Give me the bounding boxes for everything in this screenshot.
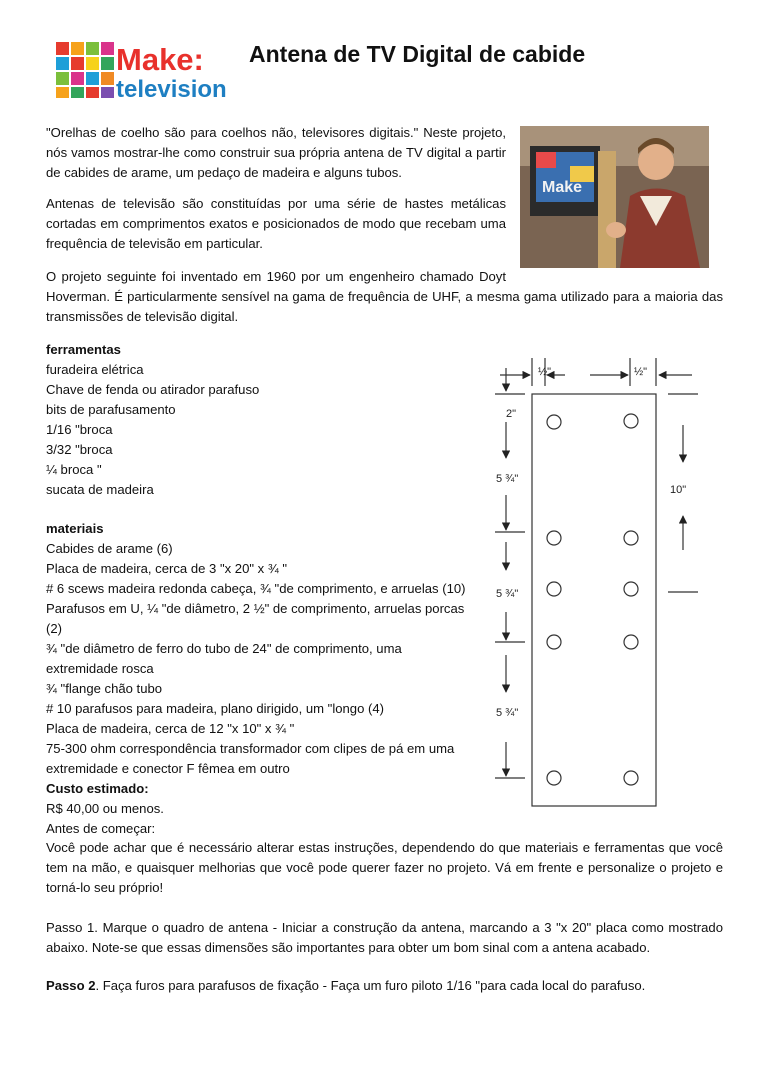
tool-item: Chave de fenda ou atirador parafuso xyxy=(46,382,260,397)
step-1: Passo 1. Marque o quadro de antena - Iniciar a construção da antena, marcando a 3 "x 20" placa como mostrado abaixo. Note-se que essas dimensões são importantes para obter um bom sinal com a antena acabado. xyxy=(46,920,723,955)
screw-holes xyxy=(547,414,638,785)
intro-paragraph-3: Hoverman. É particularmente sensível na gama de frequência de UHF, a mesma gama utilizado para a maioria das transmissões de televisão digital. xyxy=(46,289,723,324)
material-item: Parafusos em U, ¼ "de diâmetro, 2 ½" de comprimento, arruelas porcas xyxy=(46,601,465,616)
dim-top-offset: 2" xyxy=(506,408,517,420)
presenter-photo-image xyxy=(520,126,709,268)
material-item: # 10 parafusos para madeira, plano dirigido, um "longo (4) xyxy=(46,701,385,716)
screw-hole xyxy=(547,531,561,545)
wood-board xyxy=(532,394,656,806)
page-title: Antena de TV Digital de cabide xyxy=(249,41,586,67)
cost-heading: Custo estimado: xyxy=(46,781,149,796)
antenna-board-diagram xyxy=(470,350,730,810)
material-item: Cabides de arame (6) xyxy=(46,541,173,556)
dim-width: 10" xyxy=(670,484,687,496)
material-item: extremidade e conector F fêmea em outro xyxy=(46,761,290,776)
materials-section xyxy=(46,519,466,839)
step-2 xyxy=(46,976,723,996)
logo-make-text: Make: xyxy=(116,42,204,77)
tool-item: ¼ broca " xyxy=(46,462,102,477)
intro-paragraph-3-line-1: O projeto seguinte foi inventado em 1960 por um engenheiro chamado Doyt xyxy=(46,269,506,284)
tool-item: 3/32 "broca xyxy=(46,442,113,457)
screw-hole xyxy=(547,771,561,785)
tools-section xyxy=(46,340,259,500)
tool-item: sucata de madeira xyxy=(46,482,154,497)
before-text: Você pode achar que é necessário alterar estas instruções, dependendo do que materiais e ferramentas que você tem na mão, e quaisquer melhorias que você pode querer fazer no projeto. Vá em frente e personalize o projeto e torná-lo seu próprio! xyxy=(46,840,723,895)
before-heading: Antes de começar: xyxy=(46,821,156,836)
make-television-logo xyxy=(54,40,236,100)
material-item: (2) xyxy=(46,621,63,636)
material-item: # 6 scews madeira redonda cabeça, ¾ "de comprimento, e arruelas (10) xyxy=(46,581,466,596)
material-item: ¾ "de diâmetro de ferro do tubo de 24" de comprimento, uma xyxy=(46,641,402,656)
dim-half-left: ½" xyxy=(538,366,552,378)
screw-hole xyxy=(624,771,638,785)
material-item: ¾ "flange chão tubo xyxy=(46,681,163,696)
tool-item: bits de parafusamento xyxy=(46,402,176,417)
tool-item: 1/16 "broca xyxy=(46,422,113,437)
dim-gap-1: 5 ¾" xyxy=(496,473,519,485)
intro-paragraph-1: "Orelhas de coelho são para coelhos não, televisores digitais." Neste projeto, nós vamos mostrar-lhe como construir sua própria antena de TV digital a partir de cabides de arame, um pedaço de madeira e alguns tubos. xyxy=(46,125,506,180)
dim-gap-2: 5 ¾" xyxy=(496,588,519,600)
dim-half-right: ½" xyxy=(634,366,648,378)
step-2-text: . Faça furos para parafusos de fixação - Faça um furo piloto 1/16 "para cada local do parafuso. xyxy=(95,978,646,993)
screw-hole xyxy=(624,414,638,428)
screw-hole xyxy=(624,582,638,596)
material-item: extremidade rosca xyxy=(46,661,154,676)
material-item: Placa de madeira, cerca de 3 "x 20" x ¾ " xyxy=(46,561,288,576)
material-item: 75-300 ohm correspondência transformador com clipes de pá em uma xyxy=(46,741,455,756)
step-2-label: Passo 2 xyxy=(46,978,96,993)
logo-television-text: television xyxy=(116,76,227,100)
cost-value: R$ 40,00 ou menos. xyxy=(46,801,164,816)
screw-hole xyxy=(547,415,561,429)
tool-item: furadeira elétrica xyxy=(46,362,144,377)
intro-paragraph-2: Antenas de televisão são constituídas por uma série de hastes metálicas cortadas em comprimentos exatos e posicionados de modo que recebam uma frequência de televisão em particular. xyxy=(46,196,506,251)
logo-color-grid xyxy=(56,42,114,98)
screw-hole xyxy=(624,531,638,545)
material-item: Placa de madeira, cerca de 12 "x 10" x ¾ " xyxy=(46,721,295,736)
tools-heading: ferramentas xyxy=(46,342,121,357)
tv-screen-text: Make xyxy=(542,179,583,196)
screw-hole xyxy=(547,635,561,649)
dim-gap-3: 5 ¾" xyxy=(496,707,519,719)
materials-heading: materiais xyxy=(46,521,104,536)
presenter-photo xyxy=(520,126,709,268)
screw-hole xyxy=(547,582,561,596)
screw-hole xyxy=(624,635,638,649)
